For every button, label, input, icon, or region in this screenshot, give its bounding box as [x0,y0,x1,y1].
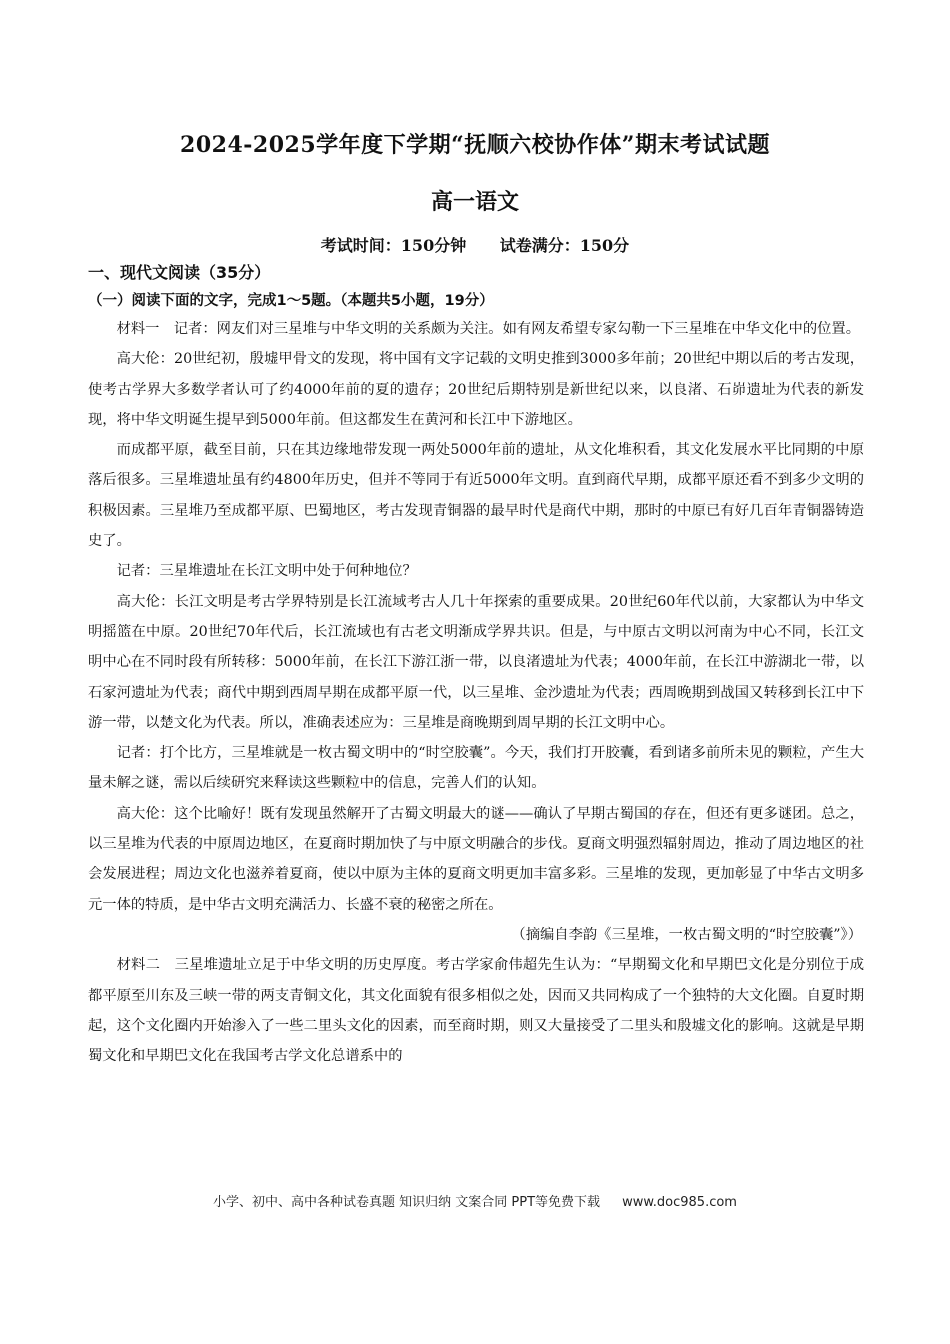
paragraph: 高大伦：20世纪初，殷墟甲骨文的发现，将中国有文字记载的文明史推到3000多年前；20世纪中期以后的考古发现，使考古学界大多数学者认可了约4000年前的夏的遗存；20世纪后期特别是新世纪以来，以良渚、石峁遗址为代表的新发现，将中华文明诞生提早到5000年前。但这都发生在黄河和长江中下游地区。 [88,351,864,428]
section-subtitle: （一）阅读下面的文字，完成1～5题。（本题共5小题，19分） [88,293,494,309]
paragraph: 记者：三星堆遗址在长江文明中处于何种地位？ [116,563,417,580]
paragraph: 材料一 记者：网友们对三星堆与中华文明的关系颇为关注。如有网友希望专家勾勒一下三星堆在中华文化中的位置。 [116,321,861,337]
paragraph: 记者：打个比方，三星堆就是一枚古蜀文明中的“时空胶囊”。今天，我们打开胶囊，看到诸多前所未见的颗粒，产生大量未解之谜，需以后续研究来释读这些颗粒中的信息，完善人们的认知。 [88,745,864,792]
section-title: 一、现代文阅读（35分） [88,263,271,282]
footer-text: 小学、初中、高中各种试卷真题 知识归纳 文案合同 PPT等免费下载 [213,1195,601,1210]
paragraph: 材料二 三星堆遗址立足于中华文明的历史厚度。考古学家俞伟超先生认为：“早期蜀文化和早期巴文化是分别位于成都平原至川东及三峡一带的两支青铜文化，其文化面貌有很多相似之处，因而又共同构成了一个独特的大文化圈。自夏时期起，这个文化圈内开始渗入了一些二里头文化的因素，而至商时期，则又大量接受了二里头和殷墟文化的影响。这就是早期蜀文化和早期巴文化在我国考古学文化总谱系中的 [88,957,864,1065]
full-score: 试卷满分：150分 [499,236,630,255]
paragraph: 而成都平原，截至目前，只在其边缘地带发现一两处5000年前的遗址，从文化堆积看，其文化发展水平比同期的中原落后很多。三星堆遗址虽有约4800年历史，但并不等同于有近5000年文明。直到商代早期，成都平原还看不到多少文明的积极因素。三星堆乃至成都平原、巴蜀地区，考古发现青铜器的最早时代是商代中期，那时的中原已有好几百年青铜器铸造史了。 [88,442,864,550]
exam-time: 考试时间：150分钟 [320,236,467,255]
page-footer [0,1191,950,1210]
footer-url[interactable]: www.doc985.com [622,1195,737,1210]
paragraph: 高大伦：这个比喻好！既有发现虽然解开了古蜀文明最大的谜——确认了早期古蜀国的存在，但还有更多谜团。总之，以三星堆为代表的中原周边地区，在夏商时期加快了与中原文明融合的步伐。夏商文明强烈辐射周边，推动了周边地区的社会发展进程；周边文化也滋养着夏商，使以中原为主体的夏商文明更加丰富多彩。三星堆的发现，更加彰显了中华古文明多元一体的特质，是中华古文明充满活力、长盛不衰的秘密之所在。 [88,805,864,913]
exam-info [0,233,950,256]
paragraph: 高大伦：长江文明是考古学界特别是长江流域考古人几十年探索的重要成果。20世纪60年代以前，大家都认为中华文明摇篮在中原。20世纪70年代后，长江流域也有古老文明渐成学界共识。但是，与中原古文明以河南为中心不同，长江文明中心在不同时段有所转移：5000年前，在长江下游江浙一带，以良渚遗址为代表；4000年前，在长江中游湖北一带，以石家河遗址为代表；商代中期到西周早期在成都平原一代，以三星堆、金沙遗址为代表；西周晚期到战国又转移到长江中下游一带，以楚文化为代表。所以，准确表述应为：三星堆是商晚期到周早期的长江文明中心。 [88,593,864,731]
exam-title: 2024-2025学年度下学期“抚顺六校协作体”期末考试试题 [180,132,770,158]
reading-passage [88,314,864,1071]
subject-title: 高一语文 [430,189,519,215]
source-citation: （摘编自李韵《三星堆，一枚古蜀文明的“时空胶囊”》） [511,926,862,943]
